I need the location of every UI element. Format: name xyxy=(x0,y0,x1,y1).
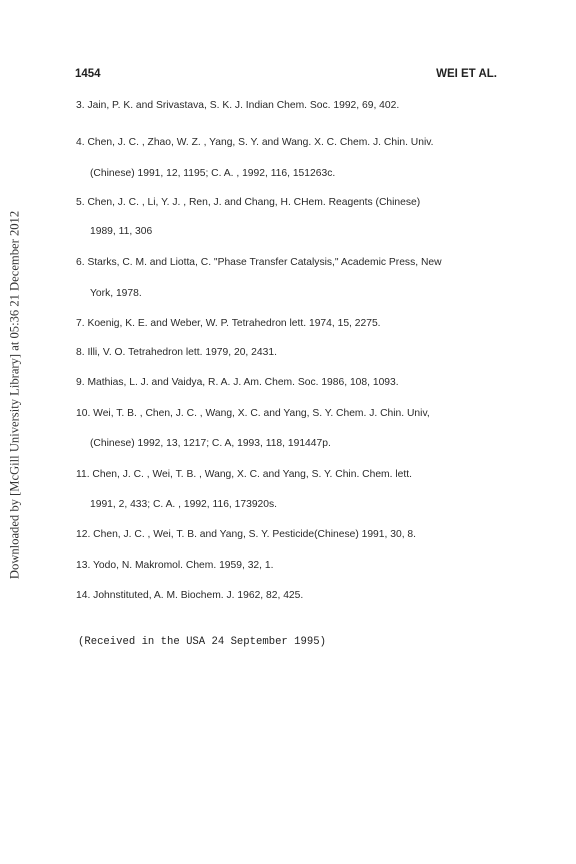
page-header xyxy=(75,68,497,84)
received-date: (Received in the USA 24 September 1995) xyxy=(78,636,326,648)
reference-6: 6. Starks, C. M. and Liotta, C. "Phase Transfer Catalysis," Academic Press, New xyxy=(76,257,442,268)
reference-10: 10. Wei, T. B. , Chen, J. C. , Wang, X. C. and Yang, S. Y. Chem. J. Chin. Univ, xyxy=(76,408,430,419)
running-head: WEI ET AL. xyxy=(436,68,497,80)
reference-8: 8. Illi, V. O. Tetrahedron lett. 1979, 20, 2431. xyxy=(76,347,277,358)
reference-5-continued: 1989, 11, 306 xyxy=(90,226,153,237)
reference-4-continued: (Chinese) 1991, 12, 1195; C. A. , 1992, 116, 151263c. xyxy=(90,168,336,179)
download-watermark-text: Downloaded by [McGill University Library] at 05:36 21 December 2012 xyxy=(7,210,22,580)
reference-9: 9. Mathias, L. J. and Vaidya, R. A. J. Am. Chem. Soc. 1986, 108, 1093. xyxy=(76,377,399,388)
reference-14: 14. Johnstituted, A. M. Biochem. J. 1962, 82, 425. xyxy=(76,590,304,601)
reference-11: 11. Chen, J. C. , Wei, T. B. , Wang, X. C. and Yang, S. Y. Chin. Chem. lett. xyxy=(76,469,412,480)
reference-12: 12. Chen, J. C. , Wei, T. B. and Yang, S. Y. Pesticide(Chinese) 1991, 30, 8. xyxy=(76,529,416,540)
reference-13: 13. Yodo, N. Makromol. Chem. 1959, 32, 1. xyxy=(76,560,274,571)
download-watermark xyxy=(4,160,26,630)
reference-5: 5. Chen, J. C. , Li, Y. J. , Ren, J. and Chang, H. CHem. Reagents (Chinese) xyxy=(76,197,421,208)
reference-4: 4. Chen, J. C. , Zhao, W. Z. , Yang, S. Y. and Wang. X. C. Chem. J. Chin. Univ. xyxy=(76,137,434,148)
reference-10-continued: (Chinese) 1992, 13, 1217; C. A, 1993, 118, 191447p. xyxy=(90,438,331,449)
reference-11-continued: 1991, 2, 433; C. A. , 1992, 116, 173920s. xyxy=(90,499,278,510)
page-number: 1454 xyxy=(75,68,101,80)
reference-7: 7. Koenig, K. E. and Weber, W. P. Tetrahedron lett. 1974, 15, 2275. xyxy=(76,318,381,329)
reference-6-continued: York, 1978. xyxy=(90,288,142,299)
reference-3: 3. Jain, P. K. and Srivastava, S. K. J. Indian Chem. Soc. 1992, 69, 402. xyxy=(76,100,400,111)
